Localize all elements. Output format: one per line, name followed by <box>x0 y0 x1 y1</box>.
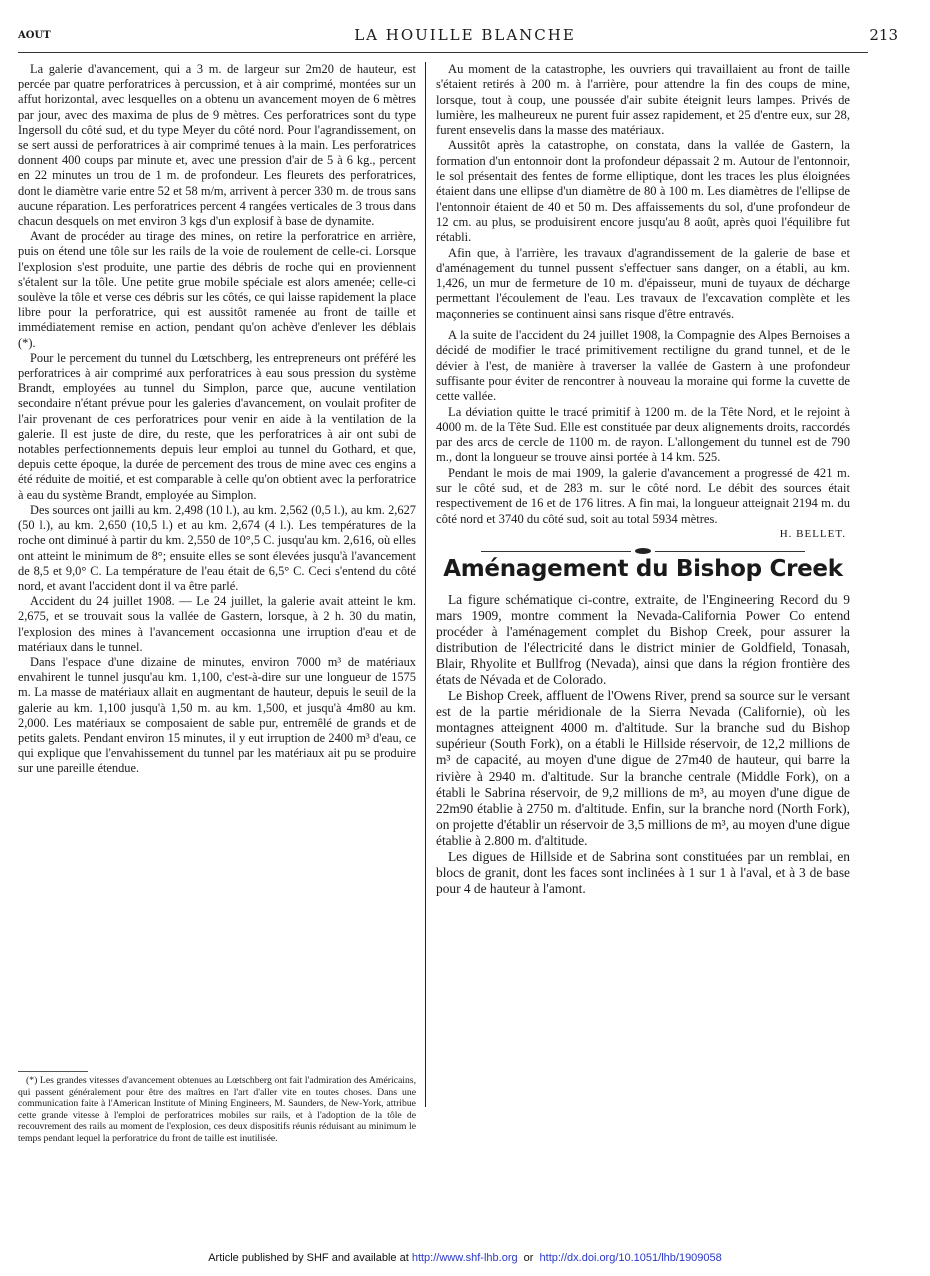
article-paragraph: Le Bishop Creek, affluent de l'Owens River, prend sa source sur le versant est de la partie méridionale de la Sierra Nevada (Californie), où les montagnes atteignent 4000 m. d'altitude. Sur la branche sud du Bishop supérieur (South Fork), on a établi le Hillside réservoir, de 12,2 millions de m³ de capacité, au moyen d'une digue de 27m40 de hauteur, qui barre la rivière à 2940 m. d'altitude. Sur la branche centrale (Middle Fork), on a établi le Sabrina réservoir, de 9,2 millions de m³, au moyen d'une digue de 22m90 établie à 2750 m. d'altitude. Enfin, sur la branche nord (North Fork), on projette d'établir un réservoir de 3,5 millions de m³, au moyen d'une digue établie à 2.800 m. d'altitude. <box>436 688 850 848</box>
left-paragraph: Accident du 24 juillet 1908. — Le 24 juillet, la galerie avait atteint le km. 2,675, et se trouvait sous la vallée de Gastern, lorsque, à 2 h. 30 du matin, l'explosion des mines à l'avancement occasionna une irruption d'eau et de matériaux dans le tunnel. <box>18 594 416 654</box>
column-divider <box>425 62 426 1107</box>
right-paragraph: Afin que, à l'arrière, les travaux d'agrandissement de la galerie de base et d'aménagement du tunnel pussent s'effectuer sans danger, on a établi, au km. 1,426, un mur de fermeture de 10 m. d'épaisseur, muni de tuyaux de décharge permettant l'écoulement de l'eau. Les travaux de l'excavation complète et les maçonneries se continuent ainsi sans risque d'être entravés. <box>436 245 850 321</box>
left-paragraph: Des sources ont jailli au km. 2,498 (10 l.), au km. 2,562 (0,5 l.), au km. 2,627 (50 l.), au km. 2,650 (10,5 l.) et au km. 2,674 (4 l.). Les températures de la roche ont diminué à partir du km. 2,550 de 10°,5 C. jusqu'au km. 2,616, où elles ont atteint le minimum de 8°; ensuite elles se sont élevées jusqu'à l'avancement de 8,5 et 9,0° C. La température de l'eau était de 6,5° C. Ceci s'entend du côté nord, et avant l'accident dont il va être parlé. <box>18 502 416 593</box>
publication-footer <box>0 1252 930 1264</box>
section-ornament <box>436 548 850 554</box>
article-paragraph: La figure schématique ci-contre, extraite, de l'Engineering Record du 9 mars 1909, montre comment la Nevada-California Power Co entend procéder à l'aménagement complet du Bishop Creek, pour assurer la distribution de l'électricité dans le district minier de Goldfield, Tonasah, Blair, Rhyolite et Bullfrog (Nevada), ainsi que dans la région frontière des états de Névada et de Colorado. <box>436 591 850 687</box>
right-paragraph: Aussitôt après la catastrophe, on constata, dans la vallée de Gastern, la formation d'un entonnoir dont la profondeur dépassait 2 m. Autour de l'entonnoir, le sol présentait des fentes de forme elliptique, dont les traces les plus éloignées étaient dans une ellipse d'un diamètre de 80 à 100 m. Les diamètres de l'ellipse de l'entonnoir étaient de 40 et 50 m. Des affaissements du sol, d'une profondeur de 12 cm. au plus, se produisirent encore jusqu'au 8 août, après quoi l'équilibre fut rétabli. <box>436 138 850 245</box>
left-paragraph: Dans l'espace d'une dizaine de minutes, environ 7000 m³ de matériaux envahirent le tunnel jusqu'au km. 1,100, c'est-à-dire sur une longueur de 1575 m. La masse de matériaux allait en augmentant de hauteur, depuis le seuil de la galerie au km. 1,100 jusqu'à 1,50 m. au km. 1,500, et jusqu'à 4m80 au km. 2,000. Les matériaux se composaient de sable pur, entremêlé de grands et de petits galets. Pendant environ 15 minutes, il y eut irruption de 2400 m³ d'eau, ce qui explique que l'envahissement du tunnel par les matériaux ait pu se produire sur une pareille étendue. <box>18 654 416 776</box>
right-column <box>436 62 850 897</box>
header-rule <box>18 52 868 53</box>
header-page-number: 213 <box>869 26 898 44</box>
left-paragraph: Pour le percement du tunnel du Lœtschberg, les entrepreneurs ont préféré les perforatrices à air comprimé aux perforatrices à eau sous pression du système Brandt, employées au tunnel du Simplon, parce que, aucune ventilation secondaire n'étant prévue pour les galeries d'avancement, on voulait profiter de l'air provenant de ces perforatrices pour venir en aide à la ventilation de la galerie. Il est juste de dire, du reste, que les perforatrices à air ont subi de notables perfectionnements depuis leur emploi au tunnel du Gothard, et que, depuis cette époque, la durée de percement des trous de mine avec ces engins a été réduite de moitié, et est comparable à celle qu'on obtient avec la perforatrice à eau du système Brandt, employée au Simplon. <box>18 350 416 502</box>
footer-link-shf[interactable]: http://www.shf-lhb.org <box>411 1252 518 1264</box>
right-paragraph: Pendant le mois de mai 1909, la galerie d'avancement a progressé de 421 m. sur le côté sud, et de 283 m. sur le côté nord. Le débit des sources était respectivement de 16 et de 176 litres. A fin mai, la longueur atteignait 2194 m. du côté nord et 3740 du côté sud, soit au total 5934 mètres. <box>436 465 850 526</box>
footnote-text: (*) Les grandes vitesses d'avancement obtenues au Lœtschberg ont fait l'admiration des Américains, qui passent généralement pour être des maîtres en l'art d'aller vite en toutes choses. Dans une communication faite à l'American Institute of Mining Engineers, M. Saunders, de New-York, attribue cette grande vitesse à l'emploi de perforatrices mobiles sur rails, et à l'adoption de la tôle de recouvrement des rails au moment de l'explosion, ces deux dispositifs réunis réduisant au minimum le temps pendant lequel la perforatrice du front de taille est inutilisée. <box>18 1075 416 1144</box>
footnote <box>18 1075 416 1145</box>
article-body <box>436 592 850 898</box>
author-signature: H. BELLET. <box>779 527 846 540</box>
article-title: Aménagement du Bishop Creek <box>443 556 843 583</box>
header-month: AOUT <box>18 30 51 41</box>
right-paragraph: Au moment de la catastrophe, les ouvriers qui travaillaient au front de taille s'étaient retirés à 200 m. à l'arrière, pour attendre la fin des coups de mine, lorsque, tout à coup, une poussée d'air subite éteignit leurs lampes. Privés de lumière, les malheureux ne purent fuir assez rapidement, et 25 d'entre eux, sur 28, furent ensevelis dans la masse des matériaux. <box>436 62 850 138</box>
right-paragraph: La déviation quitte le tracé primitif à 1200 m. de la Tête Nord, et le rejoint à 4000 m. de la Tête Sud. Elle est constituée par deux alignements droits, raccordés par des arcs de cercle de 1100 m. de rayon. L'allongement du tunnel est de 790 m., dont la longueur se trouve ainsi portée à 14 km. 525. <box>436 404 850 465</box>
article-paragraph: Les digues de Hillside et de Sabrina sont constituées par un remblai, en blocs de granit, dont les faces sont inclinées à 1 sur 1 à l'aval, et à 3 de base pour 4 de hauteur à l'amont. <box>436 849 850 897</box>
footer-prefix: Article published by SHF and available at <box>208 1252 409 1264</box>
left-column <box>18 62 416 777</box>
left-paragraph: Avant de procéder au tirage des mines, on retire la perforatrice en arrière, puis on étend une tôle sur les rails de la voie de roulement de celle-ci. Lorsque l'explosion s'est produite, une partie des débris de roche qui en proviennent s'étalent sur la tôle. Une petite grue mobile spéciale est alors amenée; celle-ci soulève la tôle et verse ces débris sur les côtés, ce qui laisse rapidement la place libre pour la perforatrice, qui est aussitôt ramenée au front de taille et immédiatement remise en action, pendant qu'on achève d'enlever les déblais (*). <box>18 229 416 350</box>
footer-or: or <box>523 1252 534 1264</box>
header-journal-title: LA HOUILLE BLANCHE <box>354 26 576 44</box>
left-paragraph: La galerie d'avancement, qui a 3 m. de largeur sur 2m20 de hauteur, est percée par quatre perforatrices à percussion, et à air comprimé, montées sur un affut horizontal, avec lesquelles on a obtenu un avancement moyen de 6 mètres par jour, avec des maxima de plus de 9 mètres. Ces perforatrices sont du type Ingersoll du côté sud, et du type Meyer du côté nord. Pour l'agrandissement, on se sert aussi de perforatrices à air comprimé tenues à la main. Les perforatrices donnent 400 coups par minute et, avec une pression d'air de 5 à 6 kg., percent en 22 minutes un trou de 1 m. de profondeur. Les fleurets des perforatrices, dont le diamètre varie entre 52 et 58 m/m, arrivent à percer 330 m. de trous sans aucune réparation. Les perforatrices percent 4 rangées verticales de 3 trous dans chacun desquels on met environ 3 kgs d'un explosif à base de dynamite. <box>18 62 416 229</box>
footnote-rule <box>18 1071 88 1072</box>
right-paragraph: A la suite de l'accident du 24 juillet 1908, la Compagnie des Alpes Bernoises a décidé de modifier le tracé primitivement rectiligne du grand tunnel, et de le dévier à l'est, de manière à traverser la vallée de Gastern à une profondeur suffisante pour éviter de rencontrer à nouveau la moraine qui forme la cuvette de cette vallée. <box>436 328 850 404</box>
footer-link-doi[interactable]: http://dx.doi.org/10.1051/lhb/1909058 <box>539 1252 722 1264</box>
